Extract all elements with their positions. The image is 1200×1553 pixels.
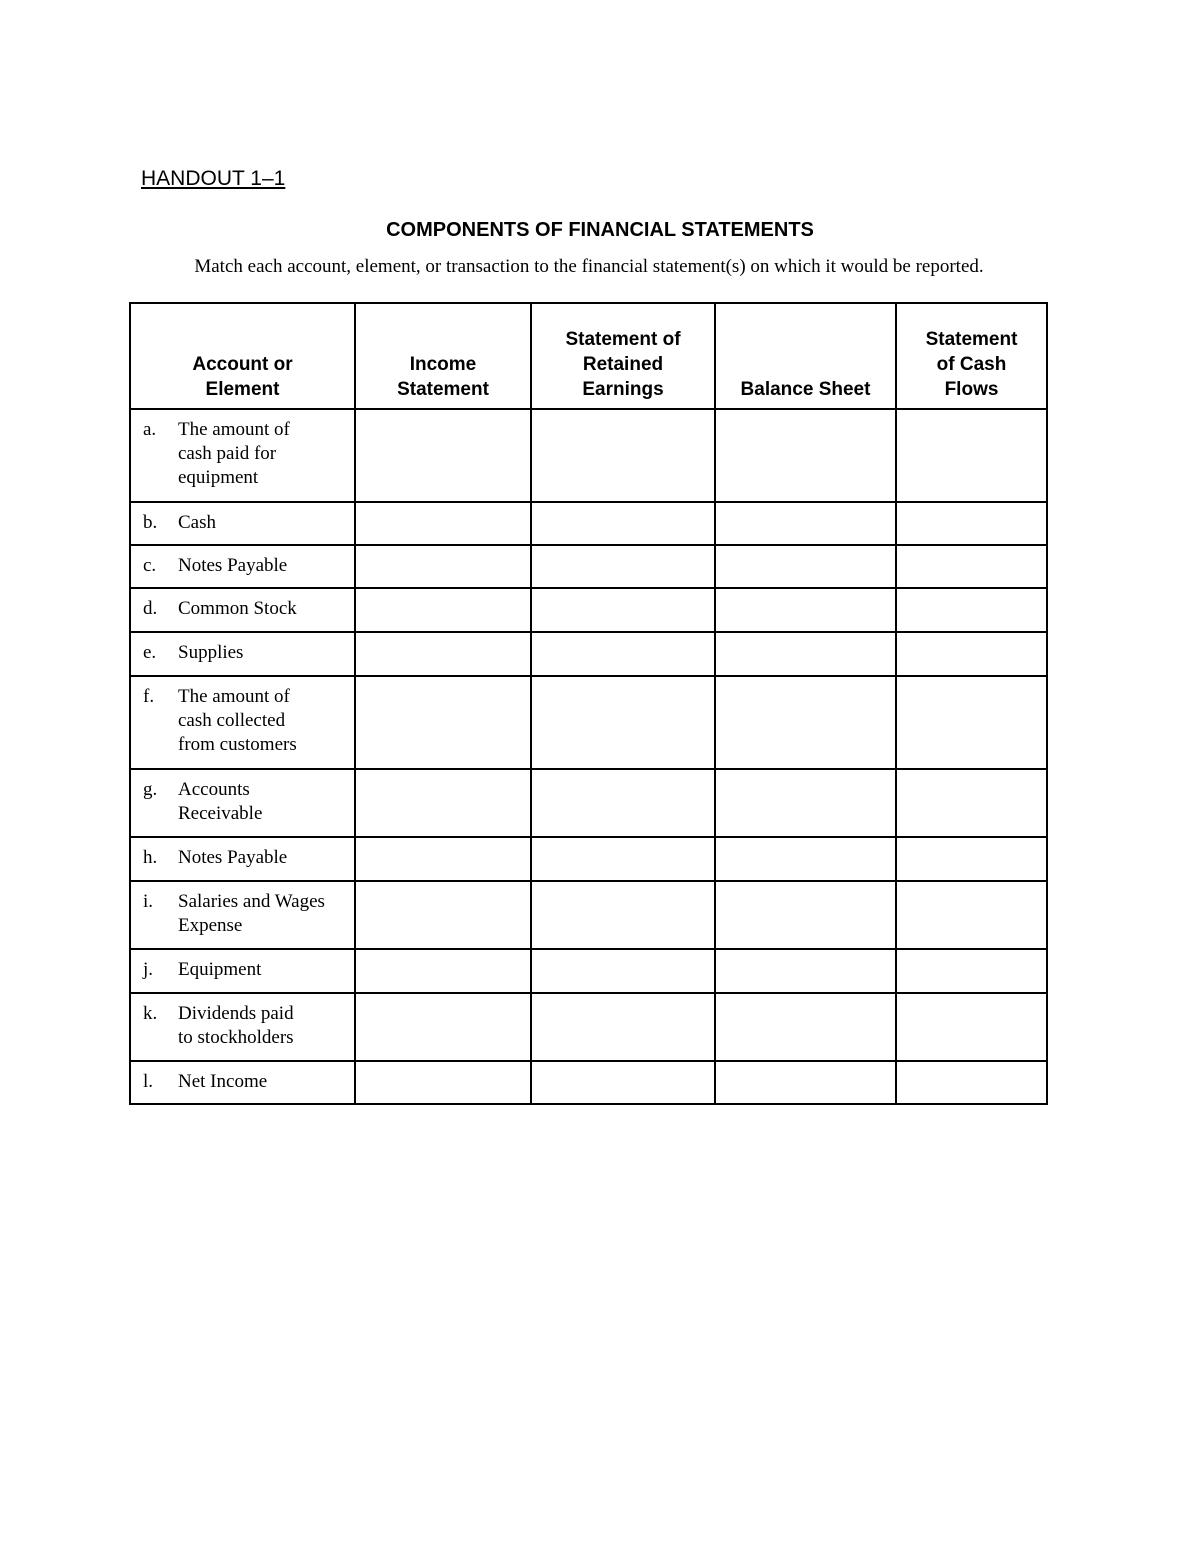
column-header-cash-flows-line-1: Statement	[925, 329, 1018, 350]
account-cell	[130, 545, 355, 588]
column-header-account-line-1: Account or	[192, 354, 293, 375]
row-letter: f.	[143, 686, 155, 707]
account-cell	[130, 502, 355, 545]
answer-cell[interactable]	[896, 837, 1047, 881]
account-cell	[130, 588, 355, 632]
answer-cell[interactable]	[896, 588, 1047, 632]
answer-cell[interactable]	[355, 881, 531, 949]
answer-cell[interactable]	[355, 949, 531, 993]
answer-cell[interactable]	[896, 881, 1047, 949]
answer-cell[interactable]	[715, 769, 896, 837]
row-letter: c.	[143, 555, 157, 576]
row-letter: l.	[143, 1071, 154, 1092]
account-cell	[130, 632, 355, 676]
account-cell	[130, 837, 355, 881]
row-text: Equipment	[178, 959, 262, 980]
handout-label: HANDOUT 1–1	[141, 167, 286, 190]
answer-cell[interactable]	[715, 676, 896, 769]
row-letter: a.	[143, 419, 157, 440]
answer-cell[interactable]	[355, 632, 531, 676]
answer-cell[interactable]	[355, 993, 531, 1061]
table-row	[130, 588, 1047, 632]
answer-cell[interactable]	[896, 409, 1047, 502]
header-row	[130, 303, 1047, 409]
answer-cell[interactable]	[715, 545, 896, 588]
table-row	[130, 676, 1047, 769]
answer-cell[interactable]	[531, 409, 715, 502]
answer-cell[interactable]	[355, 409, 531, 502]
row-letter: j.	[143, 959, 154, 980]
column-header-income-line-1: Income	[409, 354, 477, 375]
answer-cell[interactable]	[715, 837, 896, 881]
table-row	[130, 993, 1047, 1061]
column-header-retained-line-1: Statement of	[565, 329, 681, 350]
answer-cell[interactable]	[355, 837, 531, 881]
column-header-retained-line-2: Retained	[582, 354, 664, 375]
answer-cell[interactable]	[531, 949, 715, 993]
row-letter: k.	[143, 1003, 158, 1024]
column-header-income-statement	[355, 303, 531, 409]
answer-cell[interactable]	[896, 949, 1047, 993]
table-row	[130, 949, 1047, 993]
row-text: Accounts Receivable	[178, 779, 263, 824]
account-cell	[130, 949, 355, 993]
account-cell	[130, 409, 355, 502]
row-letter: g.	[143, 779, 158, 800]
row-letter: e.	[143, 642, 157, 663]
statement-matrix-table	[129, 302, 1048, 1105]
answer-cell[interactable]	[896, 632, 1047, 676]
table-row	[130, 632, 1047, 676]
answer-cell[interactable]	[896, 993, 1047, 1061]
answer-cell[interactable]	[715, 502, 896, 545]
table-row	[130, 409, 1047, 502]
table-row	[130, 769, 1047, 837]
row-text: Notes Payable	[178, 847, 288, 868]
answer-cell[interactable]	[896, 545, 1047, 588]
row-text: Common Stock	[178, 598, 297, 619]
answer-cell[interactable]	[531, 993, 715, 1061]
row-letter: i.	[143, 891, 154, 912]
document-title: COMPONENTS OF FINANCIAL STATEMENTS	[386, 219, 814, 241]
answer-cell[interactable]	[715, 632, 896, 676]
table-row	[130, 837, 1047, 881]
table-row	[130, 881, 1047, 949]
answer-cell[interactable]	[531, 502, 715, 545]
answer-cell[interactable]	[531, 676, 715, 769]
answer-cell[interactable]	[896, 1061, 1047, 1104]
column-header-cash-flows	[896, 303, 1047, 409]
column-header-account-line-2: Element	[205, 379, 280, 400]
table-row	[130, 502, 1047, 545]
column-header-income-line-2: Statement	[397, 379, 489, 400]
answer-cell[interactable]	[531, 769, 715, 837]
column-header-balance-line-1: Balance Sheet	[740, 379, 871, 400]
column-header-balance-sheet	[715, 303, 896, 409]
account-cell	[130, 676, 355, 769]
column-header-cash-flows-line-3: Flows	[944, 379, 999, 400]
row-text: Dividends paid to stockholders	[178, 1003, 294, 1048]
column-header-retained-earnings	[531, 303, 715, 409]
row-letter: h.	[143, 847, 158, 868]
answer-cell[interactable]	[355, 676, 531, 769]
answer-cell[interactable]	[355, 545, 531, 588]
answer-cell[interactable]	[715, 588, 896, 632]
table-row	[130, 545, 1047, 588]
answer-cell[interactable]	[531, 1061, 715, 1104]
answer-cell[interactable]	[715, 993, 896, 1061]
column-header-retained-line-3: Earnings	[582, 379, 664, 400]
row-letter: b.	[143, 512, 158, 533]
answer-cell[interactable]	[715, 409, 896, 502]
row-letter: d.	[143, 598, 158, 619]
account-cell	[130, 1061, 355, 1104]
row-text: Salaries and Wages Expense	[178, 891, 325, 936]
table-row	[130, 1061, 1047, 1104]
row-text: Supplies	[178, 642, 244, 663]
answer-cell[interactable]	[715, 1061, 896, 1104]
answer-cell[interactable]	[355, 588, 531, 632]
row-text: Cash	[178, 512, 216, 533]
account-cell	[130, 993, 355, 1061]
answer-cell[interactable]	[896, 502, 1047, 545]
row-text: Net Income	[178, 1071, 268, 1092]
answer-cell[interactable]	[531, 881, 715, 949]
answer-cell[interactable]	[355, 1061, 531, 1104]
answer-cell[interactable]	[896, 676, 1047, 769]
answer-cell[interactable]	[896, 769, 1047, 837]
column-header-cash-flows-line-2: of Cash	[936, 354, 1007, 375]
account-cell	[130, 881, 355, 949]
instructions: Match each account, element, or transaction to the financial statement(s) on which it would be reported.	[194, 256, 984, 277]
answer-cell[interactable]	[715, 881, 896, 949]
answer-cell[interactable]	[531, 588, 715, 632]
row-text: The amount of cash collected from customers	[178, 686, 297, 755]
answer-cell[interactable]	[531, 632, 715, 676]
answer-cell[interactable]	[715, 949, 896, 993]
answer-cell[interactable]	[355, 502, 531, 545]
account-cell	[130, 769, 355, 837]
answer-cell[interactable]	[355, 769, 531, 837]
answer-cell[interactable]	[531, 545, 715, 588]
row-text: Notes Payable	[178, 555, 288, 576]
column-header-account	[130, 303, 355, 409]
answer-cell[interactable]	[531, 837, 715, 881]
row-text: The amount of cash paid for equipment	[178, 419, 290, 488]
